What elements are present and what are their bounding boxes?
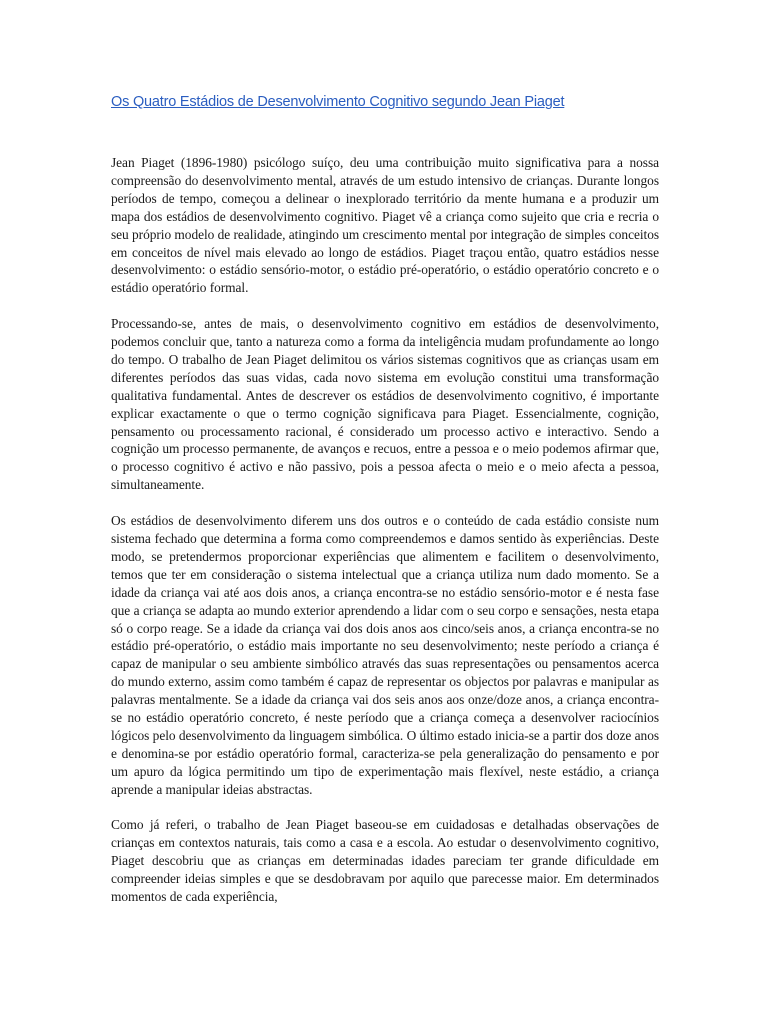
paragraph-observations: Como já referi, o trabalho de Jean Piaget baseou-se em cuidadosas e detalhadas observações de crianças em contextos naturais, tais como a casa e a escola. Ao estudar o desenvolvimento cognitivo, Piaget descobriu que as crianças em determinadas idades pareciam ter grande dificuldade em compreender ideias simples e que se desdobravam por aquilo que parecesse maior. Em determinados momentos de cada experiência, [111, 817, 659, 905]
paragraph-stages: Os estádios de desenvolvimento diferem uns dos outros e o conteúdo de cada estádio consiste num sistema fechado que determina a forma como compreendemos e damos sentido às experiências. Deste modo, se pretendermos proporcionar experiências que alimentem e facilitem o desenvolvimento, temos que ter em consideração o sistema intelectual que a criança utiliza num dado momento. Se a idade da criança vai até aos dois anos, a criança encontra-se no estádio sensório-motor e é nesta fase que a criança se adapta ao mundo exterior aprendendo a lidar com o seu corpo e sensações, nesta etapa só o corpo reage. Se a idade da criança vai dos dois anos aos cinco/seis anos, a criança encontra-se no estádio pré-operatório, o estádio mais importante no seu desenvolvimento; neste período a criança é capaz de manipular o seu ambiente simbólico através das suas representações ou pensamentos acerca do mundo externo, assim como também é capaz de representar os objectos por palavras e manipular as palavras mentalmente. Se a idade da criança vai dos seis anos aos onze/doze anos, a criança encontra-se no estádio operatório concreto, é neste período que a criança começa a desenvolver raciocínios lógicos pelo desenvolvimento da linguagem simbólica. O último estado inicia-se a partir dos doze anos e denomina-se por estádio operatório formal, caracteriza-se pela generalização do pensamento e por um apuro da lógica permitindo um tipo de experimentação mais flexível, neste estádio, a criança aprende a manipular ideias abstractas. [111, 513, 659, 797]
paragraph-intro: Jean Piaget (1896-1980) psicólogo suíço, deu uma contribuição muito significativa para a nossa compreensão do desenvolvimento mental, através de um estudo intensivo de crianças. Durante longos períodos de tempo, começou a delinear o inexplorado território da mente humana e a produzir um mapa dos estádios de desenvolvimento cognitivo. Piaget vê a criança como sujeito que cria e recria o seu próprio modelo de realidade, atingindo um crescimento mental por integração de simples conceitos em conceitos de nível mais elevado ao longo de estádios. Piaget traçou então, quatro estádios nesse desenvolvimento: o estádio sensório-motor, o estádio pré-operatório, o estádio operatório concreto e o estádio operatório formal. [111, 155, 659, 296]
paragraph-cognition: Processando-se, antes de mais, o desenvolvimento cognitivo em estádios de desenvolvimento, podemos concluir que, tanto a natureza como a forma da inteligência mudam profundamente ao longo do tempo. O trabalho de Jean Piaget delimitou os vários sistemas cognitivos que as crianças usam em diferentes períodos das suas vidas, cada novo sistema em evolução constitui uma transformação qualitativa fundamental. Antes de descrever os estádios de desenvolvimento cognitivo, é importante explicar exactamente o que o termo cognição significava para Piaget. Essencialmente, cognição, pensamento ou processamento racional, é considerado um processo activo e interactivo. Sendo a cognição um processo permanente, de avanços e recuos, entre a pessoa e o meio podemos afirmar que, o processo cognitivo é activo e não passivo, pois a pessoa afecta o meio e o meio afecta a pessoa, simultaneamente. [111, 316, 659, 493]
document-title-link[interactable]: Os Quatro Estádios de Desenvolvimento Cognitivo segundo Jean Piaget [111, 94, 565, 110]
document-content [111, 92, 659, 924]
